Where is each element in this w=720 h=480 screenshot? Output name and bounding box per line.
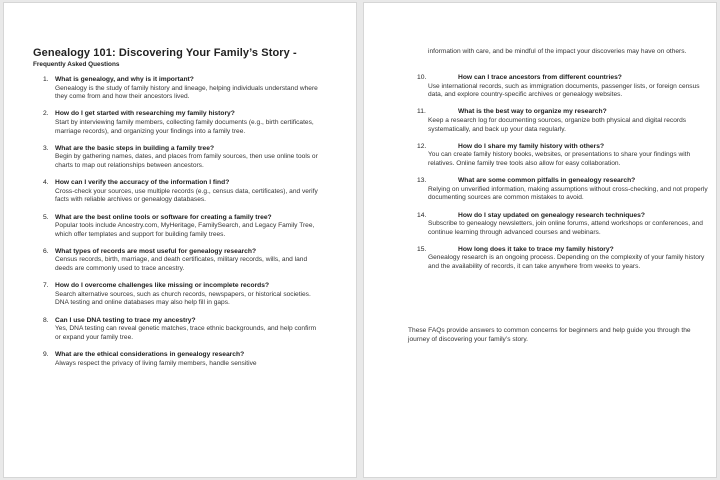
faq-number: 4. (43, 179, 49, 187)
faq-question: How do I share my family history with others? (458, 142, 605, 150)
faq-item (33, 110, 323, 136)
continued-answer: information with care, and be mindful of the impact your discoveries may have on others. (428, 48, 687, 55)
faq-question: What is the best way to organize my research? (458, 108, 607, 116)
faq-item (408, 74, 708, 100)
faq-item (33, 282, 323, 308)
faq-answer: Relying on unverified information, making assumptions without cross-checking, and not properly documenting sources are common mistakes to avoid. (428, 185, 708, 202)
faq-answer: Subscribe to genealogy newsletters, join online forums, attend workshops or conferences, and continue learning through advanced courses and webinars. (428, 220, 703, 236)
faq-list-left (33, 76, 323, 377)
faq-question: How long does it take to trace my family history? (458, 245, 614, 253)
faq-answer: Genealogy research is an ongoing process. Depending on the complexity of your family history and the availability of records, it can take anywhere from weeks to years. (428, 254, 705, 271)
faq-answer: Start by interviewing family members, collecting family documents (e.g., birth certificates, marriage records), and organizing your findings into a family tree. (55, 118, 314, 135)
faq-item (33, 179, 323, 205)
faq-number: 11. (417, 108, 426, 116)
document-title: Genealogy 101: Discovering Your Family’s Story - (33, 47, 297, 59)
faq-question: What types of records are most useful for genealogy research? (55, 247, 257, 255)
faq-answer: Census records, birth, marriage, and death certificates, military records, wills, and land deeds are commonly used to trace ancestry. (55, 256, 308, 273)
faq-answer: Cross-check your sources, use multiple records (e.g., census data, certificates), and verify facts with reliable archives or genealogy databases. (55, 187, 318, 204)
faq-question: What is genealogy, and why is it important? (55, 76, 194, 83)
document-subtitle: Frequently Asked Questions (33, 61, 120, 68)
faq-number: 15. (417, 245, 427, 253)
faq-question: How can I verify the accuracy of the information I find? (55, 179, 230, 187)
faq-number: 5. (43, 213, 49, 221)
faq-question: What are some common pitfalls in genealogy research? (458, 177, 636, 185)
faq-list-right (408, 74, 708, 280)
faq-item (33, 317, 323, 343)
faq-number: 2. (43, 110, 49, 118)
closing-paragraph: These FAQs provide answers to common concerns for beginners and help guide you through the journey of discovering your family’s story. (408, 327, 691, 343)
faq-number: 1. (43, 76, 49, 83)
faq-number: 9. (43, 351, 49, 358)
faq-item (408, 143, 708, 169)
faq-question: What are the ethical considerations in genealogy research? (55, 351, 245, 358)
faq-answer: Popular tools include Ancestry.com, MyHeritage, FamilySearch, and Legacy Family Tree, which offer templates and support for building family trees. (55, 222, 315, 238)
faq-question: What are the best online tools or software for creating a family tree? (55, 213, 272, 221)
faq-answer: Always respect the privacy of living family members, handle sensitive (55, 359, 257, 367)
faq-item (408, 108, 708, 134)
faq-number: 14. (417, 211, 427, 219)
faq-item (408, 246, 708, 272)
faq-item (33, 351, 323, 368)
faq-question: How can I trace ancestors from different countries? (458, 74, 622, 81)
faq-number: 13. (417, 177, 427, 185)
faq-answer: Search alternative sources, such as church records, newspapers, or historical societies. DNA testing and online databases may also help fill in gaps. (55, 290, 311, 307)
faq-question: How do I get started with researching my family history? (55, 110, 235, 118)
faq-item (33, 214, 323, 240)
faq-number: 12. (417, 142, 427, 150)
document-page-1 (4, 3, 356, 477)
faq-question: How do I overcome challenges like missing or incomplete records? (55, 282, 270, 290)
faq-item (33, 248, 323, 274)
faq-question: How do I stay updated on genealogy research techniques? (458, 211, 645, 219)
faq-number: 8. (43, 316, 49, 324)
faq-answer: You can create family history books, websites, or presentations to share your findings with relatives. Online family tree tools also allow for easy collaboration. (428, 151, 691, 167)
faq-answer: Begin by gathering names, dates, and places from family sources, then use online tools or charts to map out relationships between ancestors. (55, 153, 318, 169)
faq-number: 10. (417, 74, 427, 81)
faq-number: 7. (43, 282, 49, 290)
faq-answer: Yes, DNA testing can reveal genetic matches, trace ethnic backgrounds, and help confirm or expand your family tree. (55, 325, 317, 341)
faq-answer: Keep a research log for documenting sources, organize both physical and digital records systematically, and back up your data regularly. (428, 116, 687, 133)
faq-number: 6. (43, 247, 49, 255)
faq-item (33, 145, 323, 171)
document-page-2 (364, 3, 716, 477)
faq-number: 3. (43, 144, 49, 152)
faq-item (33, 76, 323, 102)
faq-item (408, 212, 708, 238)
faq-answer: Use international records, such as immigration documents, passenger lists, or foreign census data, and explore country-specific archives or genealogy websites. (428, 82, 700, 99)
faq-answer: Genealogy is the study of family history and lineage, helping individuals understand where they come from and how their ancestors lived. (55, 84, 318, 101)
faq-question: Can I use DNA testing to trace my ancestry? (55, 316, 196, 324)
faq-question: What are the basic steps in building a family tree? (55, 144, 215, 152)
faq-item (408, 177, 708, 203)
